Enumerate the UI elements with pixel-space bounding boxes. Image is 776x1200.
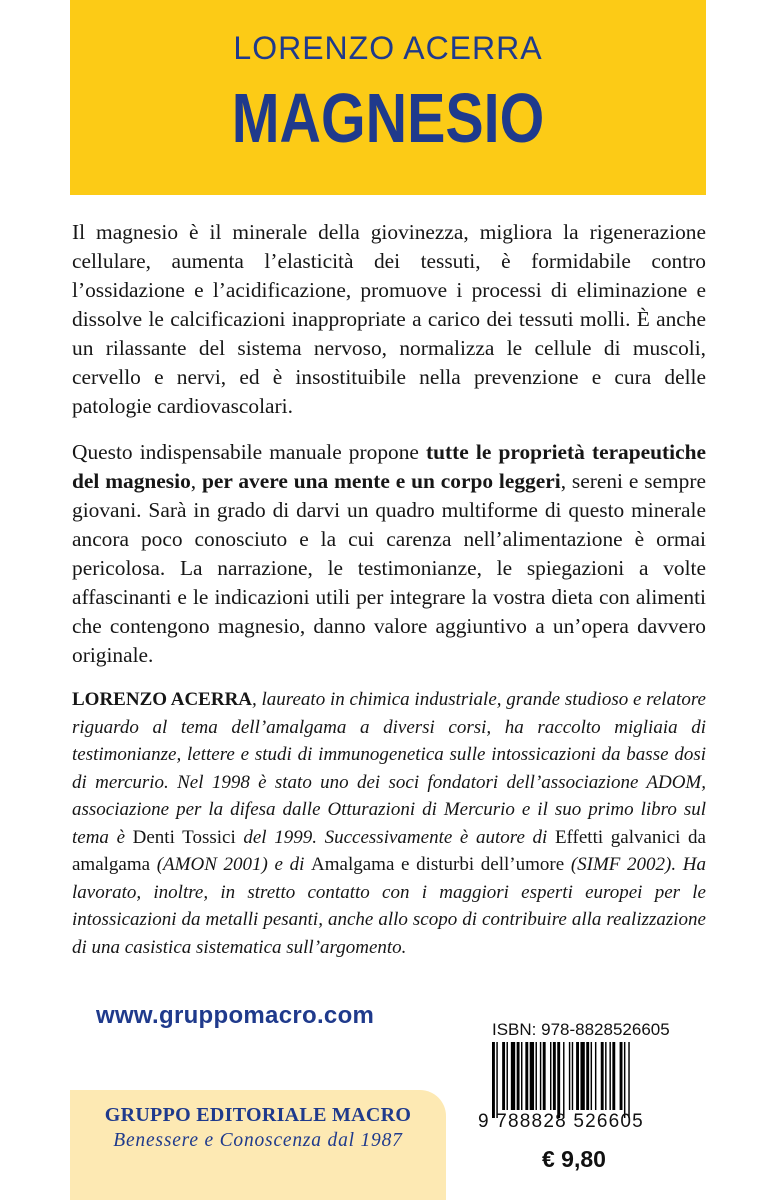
description-paragraph-1: Il magnesio è il minerale della giovinezza, migliora la rigenerazione cellulare, aumenta l’elasticità dei tessuti, è formidabile contro l’ossidazione e l’acidificazione, promuove i processi di eliminazione e dissolve le calcificazioni inappropriate a carico dei tessuti molli. È anche un rilassante del sistema nervoso, normalizza le cellule di muscoli, cervello e nervi, ed è insostituibile nella prevenzione e cura delle patologie cardiovascolari. (72, 220, 706, 418)
bio-book-title-3: Amalgama e disturbi dell’umore (311, 854, 565, 875)
publisher-tagline: Benessere e Conoscenza dal 1987 (113, 1130, 403, 1151)
paragraph2-text-3: , sereni e sempre giovani. Sarà in grado di darvi un quadro multiforme di questo minerale ancora poco conosciuto e la cui carenza nell’alimentazione è ormai pericolosa. La narrazione, le testimonianze, le spiegazioni a volte affascinanti e le indicazioni utili per integrare la vostra dieta con alimenti che contengono magnesio, danno valore aggiuntivo a un’opera davvero originale. (72, 469, 706, 667)
price-label: € 9,80 (542, 1146, 606, 1172)
paragraph2-highlight-2: per avere una mente e un corpo leggeri (201, 469, 561, 493)
author-heading: LORENZO ACERRA (233, 30, 543, 66)
paragraph2-text-1: Questo indispensabile manuale propone (72, 440, 427, 464)
bio-book-title-2: Effetti galvanici da amalgama (72, 826, 706, 875)
book-title: MAGNESIO (231, 79, 545, 157)
bio-text-1: , laureato in chimica industriale, grande studioso e relatore riguardo al tema dell’amalgama a diversi corsi, ha raccolto migliaia di testimonianze, lettere e studi di immunogenetica sulle intossicazioni da basse dosi di mercurio. Nel 1998 è stato uno dei soci fondatori dell’associazione ADOM, associazione per la difesa dalle Otturazioni di Mercurio e il suo primo libro sul tema è (72, 689, 706, 848)
publisher-website[interactable]: www.gruppomacro.com (96, 1002, 375, 1029)
description-paragraph-2 (72, 438, 706, 670)
publisher-name: GRUPPO EDITORIALE MACRO (104, 1104, 412, 1126)
bio-text-4: (SIMF 2002). Ha lavorato, inoltre, in stretto contatto con i maggiori esperti europei per le intossicazioni da metalli pesanti, anche allo scopo di contribuire alla realizzazione di una casistica sistematica sull’argomento. (72, 854, 706, 958)
barcode-digits: 9 788828 526605 (478, 1111, 644, 1132)
author-bio (72, 686, 706, 961)
bio-text-3: (AMON 2001) e di (150, 854, 312, 875)
publisher-box (70, 1090, 446, 1200)
cover-header-band (70, 0, 706, 195)
isbn-label: ISBN: 978-8828526605 (492, 1020, 670, 1039)
paragraph2-highlight-1: tutte le proprietà terapeutiche del magnesio (72, 440, 706, 493)
paragraph2-text-2: , (190, 469, 202, 493)
bio-book-title-1: Denti Tossici (132, 826, 236, 848)
bio-author-name: LORENZO ACERRA (72, 689, 253, 710)
bio-text-2: del 1999. Successivamente è autore di (235, 826, 555, 848)
